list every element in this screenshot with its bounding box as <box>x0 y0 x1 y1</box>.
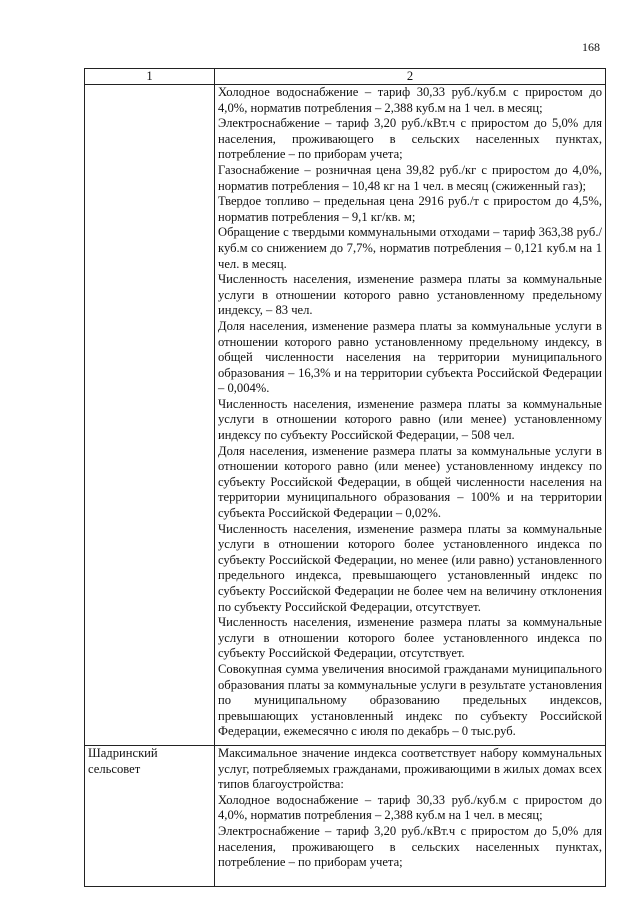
paragraph: Холодное водоснабжение – тариф 30,33 руб./куб.м с приростом до 4,0%, норматив потребления – 2,388 куб.м на 1 чел. в месяц; <box>218 792 602 823</box>
paragraph: Максимальное значение индекса соответствует набору коммунальных услуг, потребляемых гражданами, проживающими в жилых домах всех типов благоустройства: <box>218 746 602 792</box>
paragraph: Доля населения, изменение размера платы за коммунальные услуги в отношении которого равно установленному предельному индексу, в общей численности населения на территории муниципального образования – 16,3% и на территории субъекта Российской Федерации – 0,004%. <box>218 318 602 396</box>
paragraph: Численность населения, изменение размера платы за коммунальные услуги в отношении которого более установленного индекса по субъекту Российской Федерации, но менее (или равно) установленного предельного индекса, превышающего установленный индекс по субъекту Российской Федерации не более чем на величину отклонения по субъекту Российской Федерации, отсутствует. <box>218 521 602 614</box>
description-cell <box>215 85 606 746</box>
paragraph: Холодное водоснабжение – тариф 30,33 руб./куб.м с приростом до 4,0%, норматив потребления – 2,388 куб.м на 1 чел. в месяц; <box>218 85 602 115</box>
table-row <box>85 85 606 746</box>
paragraph: Доля населения, изменение размера платы за коммунальные услуги в отношении которого равно (или менее) установленному индексу по субъекту Российской Федерации, в общей численности населения на территории муниципального образования – 100% и на территории субъекта Российской Федерации – 0,02%. <box>218 443 602 521</box>
paragraph: Твердое топливо – предельная цена 2916 руб./т с приростом до 4,5%, норматив потребления – 9,1 кг/кв. м; <box>218 194 602 224</box>
paragraph: Электроснабжение – тариф 3,20 руб./кВт.ч с приростом до 5,0% для населения, проживающего в сельских населенных пунктах, потребление – по приборам учета; <box>218 823 602 870</box>
page-number: 168 <box>582 40 600 54</box>
paragraph: Обращение с твердыми коммунальными отходами – тариф 363,38 руб./куб.м со снижением до 7,7%, норматив потребления – 0,121 куб.м на 1 чел. в месяц. <box>218 225 602 271</box>
paragraph: Газоснабжение – розничная цена 39,82 руб./кг с приростом до 4,0%, норматив потребления – 10,48 кг на 1 чел. в месяц (сжиженный газ); <box>218 162 602 193</box>
document-table <box>84 68 606 887</box>
municipality-cell <box>85 85 215 746</box>
paragraph: Численность населения, изменение размера платы за коммунальные услуги в отношении которого равно установленному предельному индексу, – 83 чел. <box>218 272 602 318</box>
description-cell <box>215 746 606 887</box>
column-header-1: 1 <box>85 69 215 85</box>
table-header-row <box>85 69 606 85</box>
column-header-2: 2 <box>215 69 606 85</box>
municipality-cell: Шадринский сельсовет <box>85 746 215 887</box>
paragraph: Совокупная сумма увеличения вносимой гражданами муниципального образования платы за коммунальные услуги в результате установления по муниципальному образованию предельных индексов, превышающих установленный индекс по субъекту Российской Федерации, ежемесячно с июля по декабрь – 0 тыс.руб. <box>218 661 602 739</box>
table-row <box>85 746 606 887</box>
paragraph: Численность населения, изменение размера платы за коммунальные услуги в отношении которого более установленного индекса по субъекту Российской Федерации, отсутствует. <box>218 615 602 661</box>
paragraph: Электроснабжение – тариф 3,20 руб./кВт.ч с приростом до 5,0% для населения, проживающего в сельских населенных пунктах, потребление – по приборам учета; <box>218 116 602 162</box>
paragraph: Численность населения, изменение размера платы за коммунальные услуги в отношении которого равно (или менее) установленному индексу по субъекту Российской Федерации, – 508 чел. <box>218 396 602 443</box>
